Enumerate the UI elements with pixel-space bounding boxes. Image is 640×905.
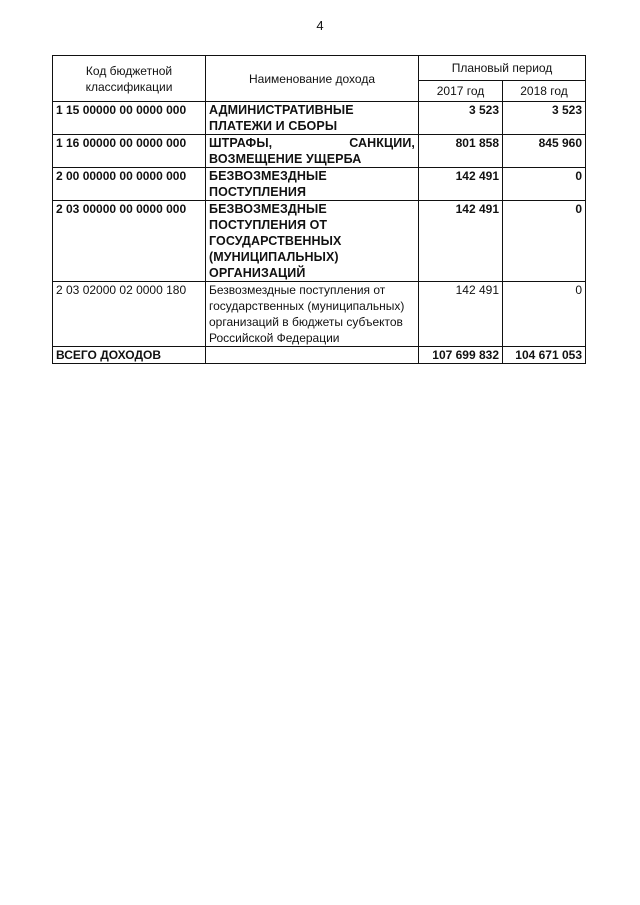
- row-name-justified-line: [209, 135, 415, 151]
- table-row: [53, 135, 586, 168]
- header-period: Плановый период: [419, 56, 586, 81]
- row-name-line: ПОСТУПЛЕНИЯ ОТ: [209, 218, 328, 232]
- row-value-2017: 142 491: [419, 168, 503, 201]
- row-name-word: САНКЦИИ,: [349, 136, 415, 150]
- row-value-2017: 142 491: [419, 282, 503, 347]
- total-label: ВСЕГО ДОХОДОВ: [53, 347, 206, 364]
- row-name-line: ГОСУДАРСТВЕННЫХ: [209, 234, 342, 248]
- header-year-2018: 2018 год: [503, 81, 586, 102]
- row-name: [206, 168, 419, 201]
- row-value-2018: 0: [503, 201, 586, 282]
- row-name-line: ОРГАНИЗАЦИЙ: [209, 266, 306, 280]
- total-name-empty: [206, 347, 419, 364]
- table-row: [53, 102, 586, 135]
- row-code: 2 00 00000 00 0000 000: [53, 168, 206, 201]
- row-name-line: ВОЗМЕЩЕНИЕ УЩЕРБА: [209, 152, 362, 166]
- row-code: 2 03 02000 02 0000 180: [53, 282, 206, 347]
- total-value-2017: 107 699 832: [419, 347, 503, 364]
- header-name: Наименование дохода: [206, 56, 419, 102]
- row-value-2018: 845 960: [503, 135, 586, 168]
- row-name-word: ШТРАФЫ,: [209, 136, 273, 150]
- row-name-line: организаций в бюджеты субъектов: [209, 315, 403, 329]
- row-name: [206, 102, 419, 135]
- row-name-line: БЕЗВОЗМЕЗДНЫЕ: [209, 202, 327, 216]
- row-name-line: АДМИНИСТРАТИВНЫЕ: [209, 103, 354, 117]
- table-header-row: [53, 56, 586, 81]
- row-name-line: ПЛАТЕЖИ И СБОРЫ: [209, 119, 338, 133]
- row-name-line: Безвозмездные поступления от: [209, 283, 386, 297]
- row-code: 2 03 00000 00 0000 000: [53, 201, 206, 282]
- row-name: [206, 282, 419, 347]
- row-value-2018: 3 523: [503, 102, 586, 135]
- row-value-2018: 0: [503, 282, 586, 347]
- row-value-2017: 3 523: [419, 102, 503, 135]
- row-name: [206, 201, 419, 282]
- total-value-2018: 104 671 053: [503, 347, 586, 364]
- header-year-2017: 2017 год: [419, 81, 503, 102]
- table-total-row: [53, 347, 586, 364]
- row-name-line: (МУНИЦИПАЛЬНЫХ): [209, 250, 339, 264]
- revenue-table: [52, 55, 586, 364]
- row-name-line: государственных (муниципальных): [209, 299, 405, 313]
- row-code: 1 15 00000 00 0000 000: [53, 102, 206, 135]
- row-name-line: ПОСТУПЛЕНИЯ: [209, 185, 307, 199]
- row-value-2018: 0: [503, 168, 586, 201]
- table-row: [53, 168, 586, 201]
- row-name-line: БЕЗВОЗМЕЗДНЫЕ: [209, 169, 327, 183]
- page-number: 4: [316, 18, 324, 33]
- table-row: [53, 201, 586, 282]
- header-code: Код бюджетной классификации: [53, 56, 206, 102]
- row-code: 1 16 00000 00 0000 000: [53, 135, 206, 168]
- row-value-2017: 801 858: [419, 135, 503, 168]
- row-name-line: Российской Федерации: [209, 331, 340, 345]
- row-name: [206, 135, 419, 168]
- row-value-2017: 142 491: [419, 201, 503, 282]
- table-row: [53, 282, 586, 347]
